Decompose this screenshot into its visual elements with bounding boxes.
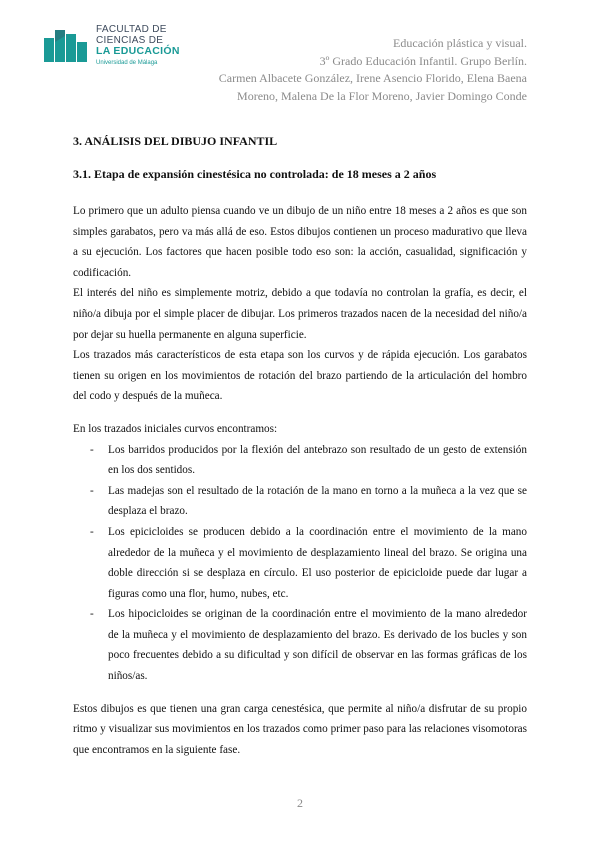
list-item xyxy=(73,522,527,604)
list-item-text: Las madejas son el resultado de la rotación de la mano en torno a la muñeca a la vez que se desplaza el brazo. xyxy=(108,484,527,518)
page-number: 2 xyxy=(297,796,303,810)
header-line: Carmen Albacete González, Irene Asencio Florido, Elena Baena xyxy=(218,71,527,85)
logo-line-1: FACULTAD DE xyxy=(96,24,167,35)
logo-university: Universidad de Málaga xyxy=(96,60,158,66)
faculty-logo xyxy=(44,22,184,68)
list-item xyxy=(73,604,527,686)
header-line: 3º Grado Educación Infantil. Grupo Berlín. xyxy=(319,53,527,68)
bullet-dash: - xyxy=(90,525,94,538)
document-body xyxy=(73,131,527,760)
list-item-text: Los barridos producidos por la flexión del antebrazo son resultado de un gesto de extensión en los dos sentidos. xyxy=(108,443,527,477)
list-item-text: Los hipocicloides se originan de la coordinación entre el movimiento de la mano alrededor de la muñeca y el movimiento de desplazamiento del brazo. Es derivado de los bucles y son poco frecuentes debido a su dificultad y son difícil de observar en las formas gráficas de los niños/as. xyxy=(108,608,527,683)
list-intro: En los trazados iniciales curvos encontramos: xyxy=(73,422,278,435)
header-line: Moreno, Malena De la Flor Moreno, Javier Domingo Conde xyxy=(237,88,527,103)
bullet-dash: - xyxy=(90,443,94,456)
list-item xyxy=(73,440,527,481)
logo-line-3: LA EDUCACIÓN xyxy=(96,45,180,57)
paragraph: El interés del niño es simplemente motriz, debido a que todavía no controlan la grafía, es decir, el niño/a dibuja por el simple placer de dibujar. Los primeros trazados nacen de la necesidad del niño/a por dejar su huella permanente en alguna superficie. xyxy=(73,287,527,341)
subsection-title: 3.1. Etapa de expansión cinestésica no controlada: de 18 meses a 2 años xyxy=(73,167,437,181)
logo-line-2: CIENCIAS DE xyxy=(96,35,164,46)
bullet-list xyxy=(73,440,527,687)
list-item xyxy=(73,481,527,522)
bullet-dash: - xyxy=(90,484,94,497)
paragraph: Los trazados más característicos de esta etapa son los curvos y de rápida ejecución. Los garabatos tienen su origen en los movimientos de rotación del brazo partiendo de la articulación del hombro del codo y después de la muñeca. xyxy=(73,349,527,403)
closing-paragraph: Estos dibujos es que tienen una gran carga cenestésica, que permite al niño/a disfrutar de su propio ritmo y visualizar sus movimientos en los trazados como primer paso para las relaciones visomotoras que encontramos en la siguiente fase. xyxy=(73,702,527,756)
faculty-logo-mark xyxy=(44,28,90,62)
section-title: 3. ANÁLISIS DEL DIBUJO INFANTIL xyxy=(73,134,278,148)
page-header xyxy=(187,35,527,105)
list-item-text: Los epicicloides se producen debido a la coordinación entre el movimiento de la mano alrededor de la muñeca y el movimiento de desplazamiento lineal del brazo. Se origina una doble dirección si se desplaza en círculo. El uso posterior de epicicloide puede dar lugar a figuras como una flor, humo, nubes, etc. xyxy=(108,525,527,600)
bullet-dash: - xyxy=(90,608,94,621)
header-line: Educación plástica y visual. xyxy=(393,36,527,50)
paragraph: Lo primero que un adulto piensa cuando ve un dibujo de un niño entre 18 meses a 2 años es que son simples garabatos, pero va más allá de eso. Estos dibujos contienen un proceso madurativo que lleva a su ejecución. Los factores que hacen posible todo eso son: la acción, casualidad, significación y codificación. xyxy=(73,205,527,279)
